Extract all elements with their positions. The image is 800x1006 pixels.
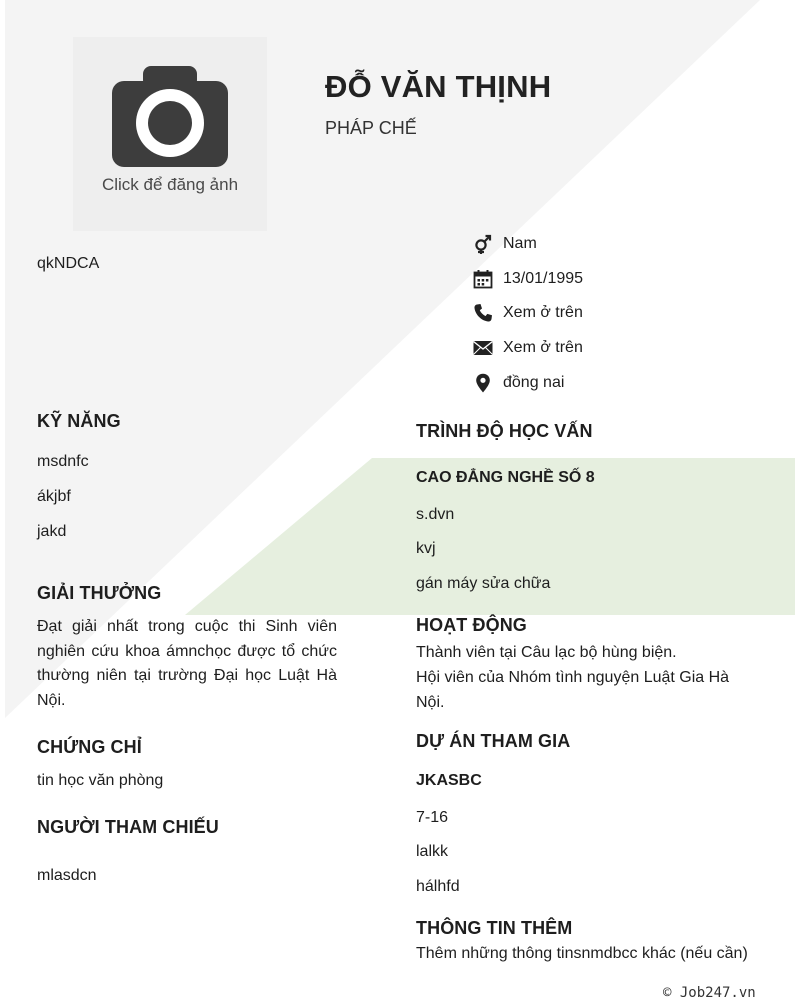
photo-caption: Click để đăng ảnh [101,175,239,194]
certificates-heading: CHỨNG CHỈ [37,737,142,757]
skill-item: ákjbf [37,488,71,505]
references-text: mlasdcn [37,867,97,884]
gender-icon [472,233,494,255]
phone-icon [472,302,494,324]
job-position: PHÁP CHẾ [325,118,417,138]
birthday-value: 13/01/1995 [503,270,584,287]
awards-text: Đạt giải nhất trong cuộc thi Sinh viên nghiên cứu khoa ámnchọc được tổ chức thường niên tại trường Đại học Luật Hà Nội. [37,618,337,709]
contact-address [472,371,564,395]
calendar-icon [472,268,494,290]
project-line: lalkk [416,843,449,860]
references-heading: NGƯỜI THAM CHIẾU [37,817,219,837]
project-line: hálhfd [416,878,460,895]
projects-heading: DỰ ÁN THAM GIA [416,731,571,751]
gender-value: Nam [503,235,537,252]
skill-item: msdnfc [37,453,89,470]
education-line: gán máy sửa chữa [416,575,551,592]
skill-item: jakd [37,523,67,540]
education-line: s.dvn [416,506,455,523]
skills-heading: KỸ NĂNG [37,411,121,431]
camera-icon [73,37,267,231]
location-pin-icon [472,372,494,394]
activities-heading: HOẠT ĐỘNG [416,615,527,635]
project-name: JKASBC [416,772,482,789]
extra-info-text: Thêm những thông tinsnmdbcc khác (nếu cần) [416,945,748,962]
education-line: kvj [416,540,436,557]
activities-line: Thành viên tại Câu lạc bộ hùng biện. [416,644,677,661]
envelope-icon [472,337,494,359]
activities-line: Hội viên của Nhóm tình nguyện Luật Gia Hà Nội. [416,669,730,711]
career-objective: qkNDCA [37,255,100,272]
education-heading: TRÌNH ĐỘ HỌC VẤN [416,421,593,441]
email-value: Xem ở trên [503,339,583,356]
awards-heading: GIẢI THƯỞNG [37,583,162,603]
contact-phone [472,301,583,325]
contact-birthday [472,267,583,291]
address-value: đồng nai [503,374,565,391]
extra-info-heading: THÔNG TIN THÊM [416,918,573,938]
project-line: 7-16 [416,809,449,826]
avatar-upload[interactable] [73,37,267,231]
contact-gender [472,232,537,256]
certificates-text: tin học văn phòng [37,772,164,789]
phone-value: Xem ở trên [503,304,583,321]
education-school: CAO ĐẲNG NGHỀ SỐ 8 [416,469,595,486]
copyright-footer: © Job247.vn [663,985,756,1001]
contact-email [472,336,583,360]
full-name: ĐỖ VĂN THỊNH [325,69,552,104]
